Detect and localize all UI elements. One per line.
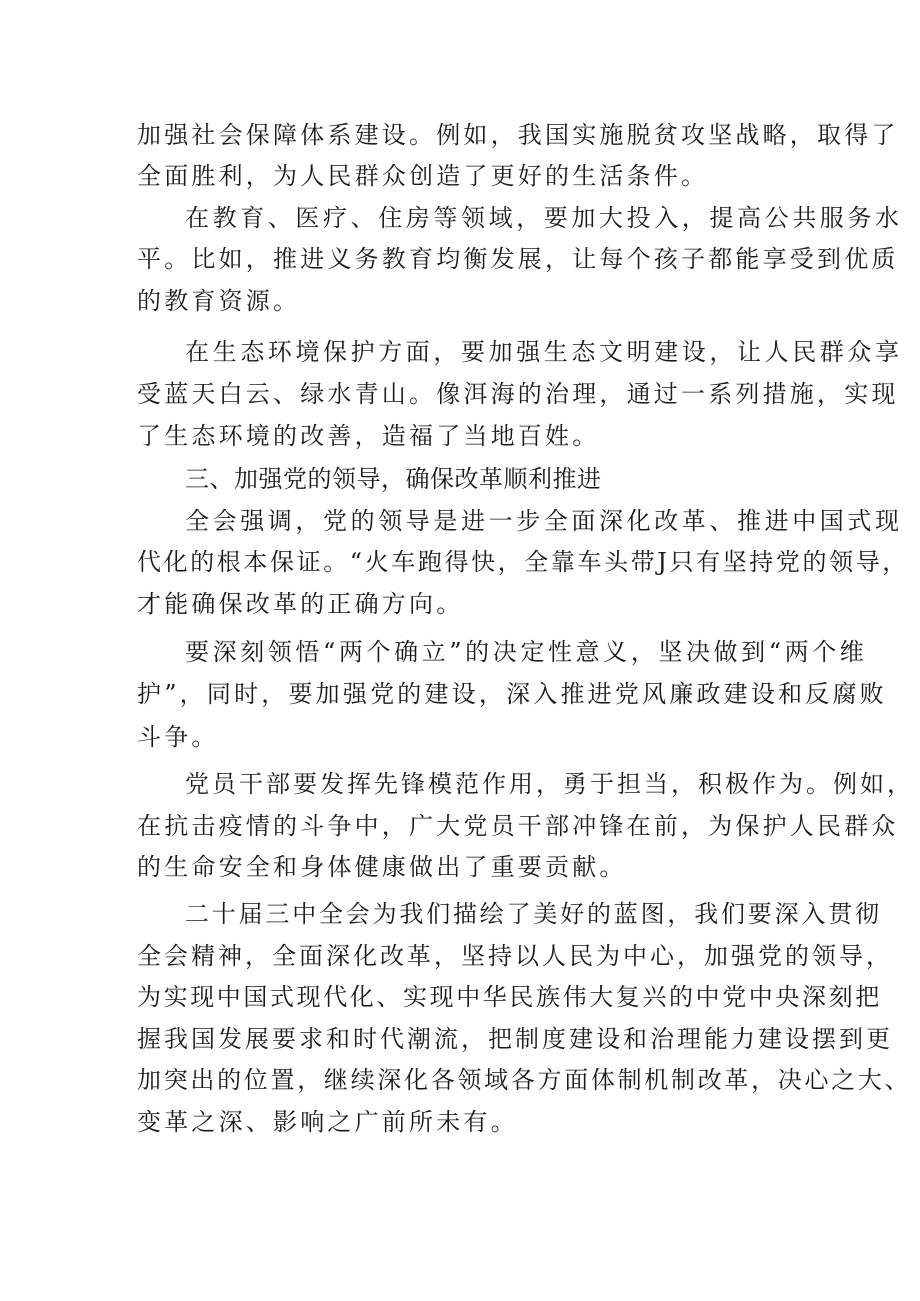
body-line: 握我国发展要求和时代潮流，把制度建设和治理能力建设摆到更: [137, 1025, 893, 1053]
body-line: 二十届三中全会为我们描绘了美好的蓝图，我们要深入贯彻: [185, 900, 882, 928]
body-line: 才能确保改革的正确方向。: [137, 590, 464, 618]
body-line: 在教育、医疗、住房等领域，要加大投入，提高公共服务水: [185, 204, 903, 232]
body-line: 平。比如，推进义务教育均衡发展，让每个孩子都能享受到优质: [137, 245, 899, 273]
body-line: 在生态环境保护方面，要加强生态文明建设，让人民群众享: [185, 338, 903, 366]
body-line: 全面胜利，为人民群众创造了更好的生活条件。: [137, 162, 709, 190]
body-line: 全会强调，党的领导是进一步全面深化改革、推进中国式现: [185, 507, 903, 535]
body-line: 斗争。: [137, 723, 219, 751]
body-line: 为实现中国式现代化、实现中华民族伟大复兴的中党中央深刻把: [137, 983, 882, 1011]
body-line: 加突出的位置，继续深化各领域各方面体制机制改革，决心之大、: [137, 1066, 912, 1094]
body-line: 加强社会保障体系建设。例如，我国实施脱贫攻坚战略，取得了: [137, 121, 899, 149]
body-line: 的生命安全和身体健康做出了重要贡献。: [137, 853, 627, 881]
body-line: 代化的根本保证。“火车跑得快，全靠车头带J只有坚持党的领导，: [137, 548, 909, 576]
body-line: 全会精神，全面深化改革，坚持以人民为中心，加强党的领导，: [137, 942, 893, 970]
body-line: 在抗击疫情的斗争中，广大党员干部冲锋在前，为保护人民群众: [137, 812, 899, 840]
body-line: 了生态环境的改善，造福了当地百姓。: [137, 422, 600, 450]
body-line: 的教育资源。: [137, 287, 301, 315]
body-line: 护”，同时，要加强党的建设，深入推进党风廉政建设和反腐败: [137, 680, 887, 708]
body-line: 变革之深、影响之广前所未有。: [137, 1108, 518, 1136]
body-line: 受蓝天白云、绿水青山。像洱海的治理，通过一系列措施，实现: [137, 380, 899, 408]
body-line: 党员干部要发挥先锋模范作用，勇于担当，积极作为。例如，: [185, 770, 914, 798]
section-heading: 三、加强党的领导，确保改革顺利推进: [185, 465, 602, 493]
body-line: 要深刻领悟“两个确立”的决定性意义，坚决做到“两个维: [185, 638, 868, 666]
